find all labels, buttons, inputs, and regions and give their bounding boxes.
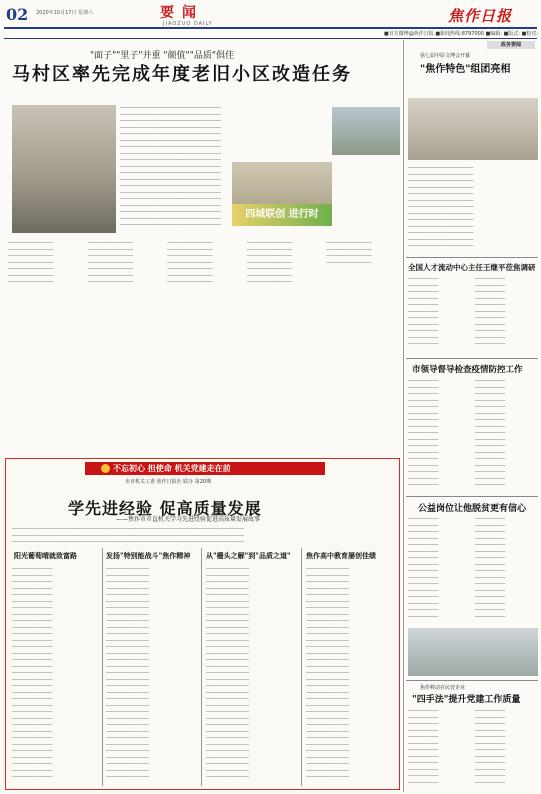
feature-col-sep-2 xyxy=(201,548,202,786)
section-subtitle: JIAOZUO DAILY xyxy=(163,21,213,27)
inset-photo xyxy=(332,107,400,155)
feature-col-sep-1 xyxy=(102,548,103,786)
contact-info: ■官方微博@焦作日报 ■新闻热线:8797000 ■编辑: ■版式: ■校对: xyxy=(384,31,538,37)
feature-col-sep-3 xyxy=(301,548,302,786)
lead-kicker: "面子""里子"并重 "颜值""品质"俱佳 xyxy=(90,51,234,61)
right-headline-5: "四手法"提升党建工作质量 xyxy=(412,695,521,705)
feature-banner: 不忘初心 担使命 机关党建走在前 xyxy=(85,462,325,475)
feature-col-text-4: ───────────────── ───────────────── ───────────────── ───────────────── ───────────────── ───────────────── ───────────────── ───────────────── ───────────────── ───────────────── ───────────────── ───────────────── ───────────────── ───────────────── ───────────────── ───────────────── ───────────────── ───────────────── ───────────────── ───────────────── ───────────────── ───────────────── ───────────────── ───────────────── ───────────────── ───────────────── ───────────────── ───────────────── ───────────────── ───────────────── ───────────────── ───────────────── ───────────────── xyxy=(306,566,349,779)
column-tag: 政务要闻 xyxy=(487,41,535,49)
right-headline-2: 全国人才流动中心主任王继平莅焦调研 xyxy=(408,263,536,272)
right-headline-3: 市领导督导检查疫情防控工作 xyxy=(412,365,523,375)
issue-date: 2020年10月17日 星期六 xyxy=(36,10,94,16)
feature-col-text-3: ───────────────── ───────────────── ───────────────── ───────────────── ───────────────── ───────────────── ───────────────── ───────────────── ───────────────── ───────────────── ───────────────── ───────────────── ───────────────── ───────────────── ───────────────── ───────────────── ───────────────── ───────────────── ───────────────── ───────────────── ───────────────── ───────────────── ───────────────── ───────────────── ───────────────── ───────────────── ───────────────── ───────────────── ───────────────── ───────────────── ───────────────── ───────────────── ───────────────── xyxy=(206,566,249,779)
page-number: 02 xyxy=(6,5,29,24)
city-banner: 四城联创 进行时 xyxy=(232,204,332,226)
right-divider-3 xyxy=(406,496,538,497)
feature-col-headline-1: 阳光葡萄晴就致富路 xyxy=(14,551,77,560)
feature-col-headline-3: 从"栅头之解"到"品质之道" xyxy=(206,551,291,560)
feature-col-headline-2: 发扬"特别能战斗"焦作精神 xyxy=(106,551,191,560)
right-body-3: ──────────── ──────────── ──────────── ──────────── ──────────── ──────────── ──────────── ──────────── ──────────── ──────────── ──────────── ──────────── ──────────── ──────────── ──────────── ──────────── ──────────── ──────────── ──────────── ──────────── ──────────── ──────────── ──────────── ──────────── ──────────── ──────────── ──────────── ──────────── ──────────── ──────────── ──────────── ──────────── ──────────── ──────────── xyxy=(408,378,506,487)
right-body-4: ──────────── ──────────── ──────────── ──────────── ──────────── ──────────── ──────────── ──────────── ──────────── ──────────── ──────────── ──────────── ──────────── ──────────── ──────────── ──────────── ──────────── ──────────── ──────────── ──────────── ──────────── ──────────── ──────────── ──────────── ──────────── ──────────── ──────────── ──────────── ──────────── ──────────── ──────────── ──────────── xyxy=(408,516,506,619)
right-headline-1: "焦作特色"组团亮相 xyxy=(420,64,511,75)
right-body-2: ──────────── ──────────── ──────────── ──────────── ──────────── ──────────── ──────────── ──────────── ──────────── ──────────── ──────────── ──────────── ──────────── ──────────── ──────────── ──────────── ──────────── ──────────── ──────────── ──────────── ──────────── ──────────── xyxy=(408,276,506,346)
feature-col-text-1: ──────────────── ──────────────── ──────────────── ──────────────── ──────────────── ──────────────── ──────────────── ──────────────── ──────────────── ──────────────── ──────────────── ──────────────── ──────────────── ──────────────── ──────────────── ──────────────── ──────────────── ──────────────── ──────────────── ──────────────── ──────────────── ──────────────── ──────────────── ──────────────── ──────────────── ──────────────── ──────────────── ──────────────── ──────────────── ──────────────── ──────────────── ──────────────── ──────────────── xyxy=(12,566,53,779)
right-divider-4 xyxy=(406,680,538,681)
right-divider-2 xyxy=(406,358,538,359)
feature-col-headline-4: 焦作高中教育屡创佳绩 xyxy=(306,551,376,560)
masthead-rule xyxy=(4,27,537,29)
feature-intro-text: ──────────────────────────────────────────────────────────────────────────────────────────── ──────────────────────────────────────────────────────────────────────────────────────────── ──────────────────────────────────────────────────────────────────────────────────────────── xyxy=(12,526,244,544)
lead-body-text: ──────────────────────────────────────── ──────────────────────────────────────── ──────────────────────────────────────── ──────────────────────────────────────── ──────────────────────────────────────── ──────────────────────────────────────── ──────────────────────────────────────── ──────────────────────────────────────── ──────────────────────────────────────── ──────────────────────────────────────── ──────────────────────────────────────── ──────────────────────────────────────── ──────────────────────────────────────── ──────────────────────────────────────── ──────────────────────────────────────── ──────────────────────────────────────── ──────────────────────────────────────── ──────────────────────────────────────── ──────────────────────────────────────── xyxy=(120,105,221,227)
feature-title: 学先进经验 促高质量发展 xyxy=(68,499,262,518)
right-divider-1 xyxy=(406,257,538,258)
party-emblem-icon xyxy=(101,464,110,473)
right-body-1: ────────────────────────── ────────────────────────── ────────────────────────── ────────────────────────── ────────────────────────── ────────────────────────── ────────────────────────── ────────────────────────── ────────────────────────── ────────────────────────── ────────────────────────── ────────────────────────── ────────────────────────── xyxy=(408,165,474,248)
column-separator xyxy=(403,40,404,792)
right-body-5: ──────────── ──────────── ──────────── ──────────── ──────────── ──────────── ──────────── ──────────── ──────────── ──────────── ──────────── ──────────── ──────────── ──────────── ──────────── ──────────── ──────────── ──────────── ──────────── ──────────── ──────────── ──────────── ──────────── ──────────── xyxy=(408,708,506,785)
right-kicker-1: 第七届中原文博会开幕 xyxy=(420,53,471,59)
right-photo-1 xyxy=(408,98,538,160)
feature-subtitle: ——焦作市市直机关学习先进经验促进高质量发展故事 xyxy=(116,516,261,523)
right-photo-2 xyxy=(408,628,538,676)
feature-col-text-2: ───────────────── ───────────────── ───────────────── ───────────────── ───────────────── ───────────────── ───────────────── ───────────────── ───────────────── ───────────────── ───────────────── ───────────────── ───────────────── ───────────────── ───────────────── ───────────────── ───────────────── ───────────────── ───────────────── ───────────────── ───────────────── ───────────────── ───────────────── ───────────────── ───────────────── ───────────────── ───────────────── ───────────────── ───────────────── ───────────────── ───────────────── ───────────────── ───────────────── xyxy=(106,566,149,779)
right-headline-4: 公益岗位让他脱贫更有信心 xyxy=(418,504,527,514)
right-kicker-5: 焦作移动在民营企业 xyxy=(420,685,466,691)
newspaper-logo: 焦作日报 xyxy=(448,7,513,25)
lower-body-text: ────────────────── ────────────────── ────────────────── ────────────────── ────────────────── ────────────────── ────────────────── ────────────────── ────────────────── ────────────────── ────────────────── ────────────────── ────────────────── ────────────────── ────────────────── ────────────────── ────────────────── ────────────────── ────────────────── ────────────────── ────────────────── ────────────────── ────────────────── ────────────────── ────────────────── ────────────────── ────────────────── ────────────────── ────────────────── ────────────────── ────────────────── ────────────────── xyxy=(8,240,372,284)
lead-photo xyxy=(12,105,116,233)
feature-sub-banner: 市直机关工委 焦作日报社 联办 第20期 xyxy=(125,479,212,485)
masthead-rule-thin xyxy=(4,38,537,39)
lead-headline: 马村区率先完成年度老旧小区改造任务 xyxy=(12,64,352,85)
section-title: 要闻 xyxy=(160,5,204,21)
